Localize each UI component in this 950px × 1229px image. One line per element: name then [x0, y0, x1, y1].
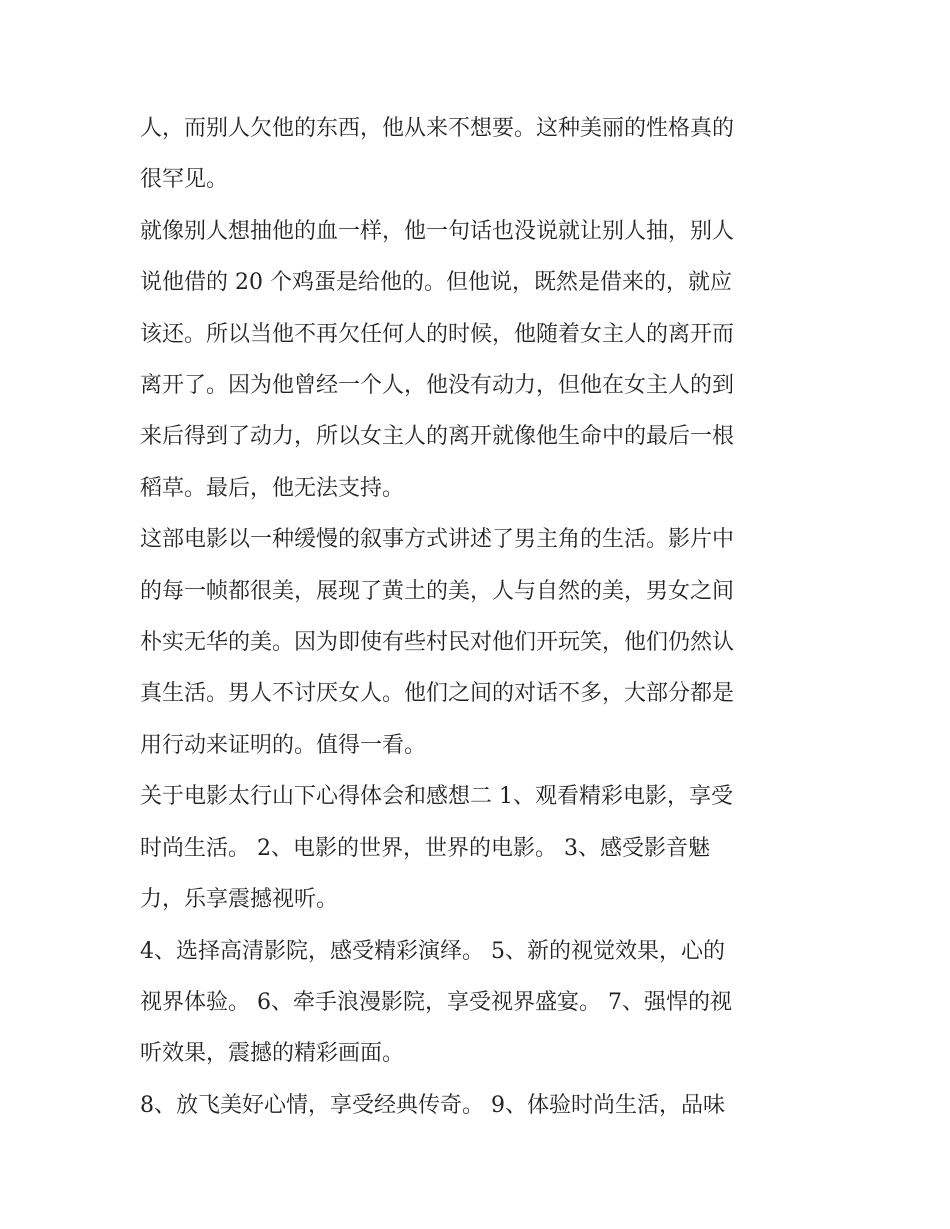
text-line: 来后得到了动力，所以女主人的离开就像他生命中的最后一根 — [140, 424, 735, 450]
text-line: 离开了。因为他曾经一个人，他没有动力，但他在女主人的到 — [140, 373, 735, 399]
text-line: 关于电影太行山下心得体会和感想二 1、观看精彩电影，享受 — [140, 784, 733, 810]
text-line: 的每一帧都很美，展现了黄土的美，人与自然的美，男女之间 — [140, 578, 735, 604]
text-line: 力，乐享震撼视听。 — [140, 887, 339, 913]
text-line: 就像别人想抽他的血一样，他一句话也没说就让别人抽，别人 — [140, 218, 735, 244]
text-line: 说他借的 20 个鸡蛋是给他的。但他说，既然是借来的，就应 — [140, 270, 732, 296]
text-line: 真生活。男人不讨厌女人。他们之间的对话不多，大部分都是 — [140, 681, 735, 707]
text-line: 用行动来证明的。值得一看。 — [140, 732, 427, 758]
text-line: 听效果，震撼的精彩画面。 — [140, 1041, 405, 1067]
document-body — [140, 103, 815, 1131]
text-line: 4、选择高清影院，感受精彩演绎。 5、新的视觉效果，心的 — [140, 938, 725, 964]
text-line: 朴实无华的美。因为即使有些村民对他们开玩笑，他们仍然认 — [140, 630, 735, 656]
paragraph-character — [140, 103, 815, 206]
text-line: 稻草。最后，他无法支持。 — [140, 475, 405, 501]
paragraph-slogans-4-7 — [140, 926, 815, 1080]
text-line: 8、放飞美好心情，享受经典传奇。 9、体验时尚生活，品味 — [140, 1092, 725, 1118]
paragraph-slogans-part-two — [140, 771, 815, 925]
text-line: 人，而别人欠他的东西，他从来不想要。这种美丽的性格真的 — [140, 116, 735, 141]
paragraph-slogans-8-9 — [140, 1080, 815, 1131]
text-line: 该还。所以当他不再欠任何人的时候，他随着女主人的离开而 — [140, 321, 735, 347]
text-line: 视界体验。 6、牵手浪漫影院，享受视界盛宴。 7、强悍的视 — [140, 989, 732, 1015]
text-line: 这部电影以一种缓慢的叙事方式讲述了男主角的生活。影片中 — [140, 527, 735, 553]
text-line: 很罕见。 — [140, 167, 229, 193]
text-line: 时尚生活。 2、电影的世界，世界的电影。 3、感受影音魅 — [140, 835, 710, 861]
paragraph-film-review — [140, 514, 815, 771]
paragraph-blood-and-eggs — [140, 206, 815, 514]
